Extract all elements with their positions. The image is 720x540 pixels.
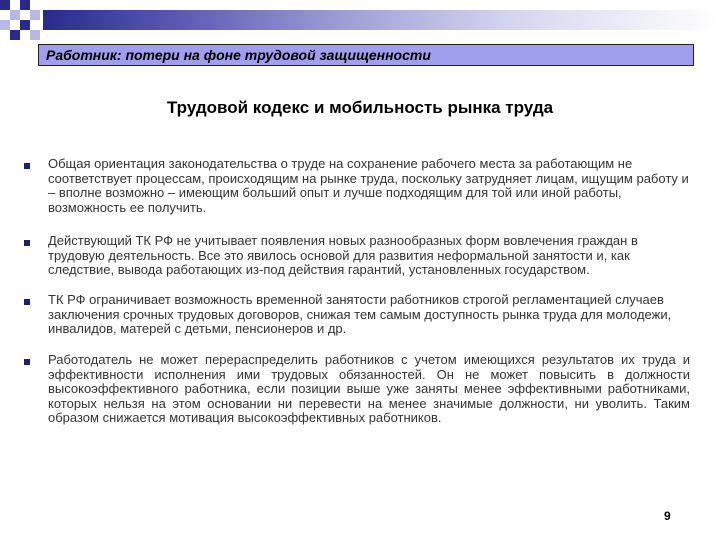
bullet-square-icon (24, 240, 30, 246)
paragraph-3: ТК РФ ограничивает возможность временной занятости работников строгой регламентацией случаев заключения срочных трудовых договоров, снижая тем самым доступность рынка труда для молодежи, инвалидов, матерей с детьми, пенсионеров и др. (48, 292, 672, 336)
slide-title: Трудовой кодекс и мобильность рынка труда (166, 98, 554, 117)
paragraph-2: Действующий ТК РФ не учитывает появления новых разнообразных форм вовлечения граждан в трудовую деятельность. Все это явилось основой для развития неформальной занятости и, как следствие, вывода работающих из-под действия гарантий, установленных государством. (48, 233, 638, 277)
paragraph-4: Работодатель не может перераспределить работников с учетом имеющихся результатов их труда и эффективности исполнения ими трудовых обязанностей. Он не может повысить в должности высокоэффективного работника, если позиции выше уже заняты менее эффективными работниками, которых нельзя на этом основании ни перевести на менее значимые должности, ни уволить. Таким образом снижается мотивация высокоэффективных работников. (48, 352, 690, 425)
bullet-square-icon (24, 163, 30, 169)
section-header: Работник: потери на фоне трудовой защищенности (38, 44, 694, 66)
decor-square (30, 30, 40, 40)
decor-square (20, 0, 30, 10)
bullet-square-icon (24, 299, 30, 305)
decor-square (30, 10, 40, 20)
decor-square (20, 20, 30, 30)
paragraph-1: Общая ориентация законодательства о труде на сохранение рабочего места за работающим не соответствует процессам, происходящим на рынке труда, поскольку затрудняет лицам, ищущим работу и – вполне возможно – имеющим больший опыт и лучше подходящим для той или иной работы, возможность ее получить. (48, 156, 689, 215)
decor-square (10, 10, 20, 20)
page-number: 9 (664, 509, 671, 523)
decor-square (10, 30, 20, 40)
bullet-square-icon (24, 359, 30, 365)
decor-square (0, 20, 10, 30)
decor-square (0, 0, 10, 10)
header-gradient-bar (43, 10, 720, 30)
